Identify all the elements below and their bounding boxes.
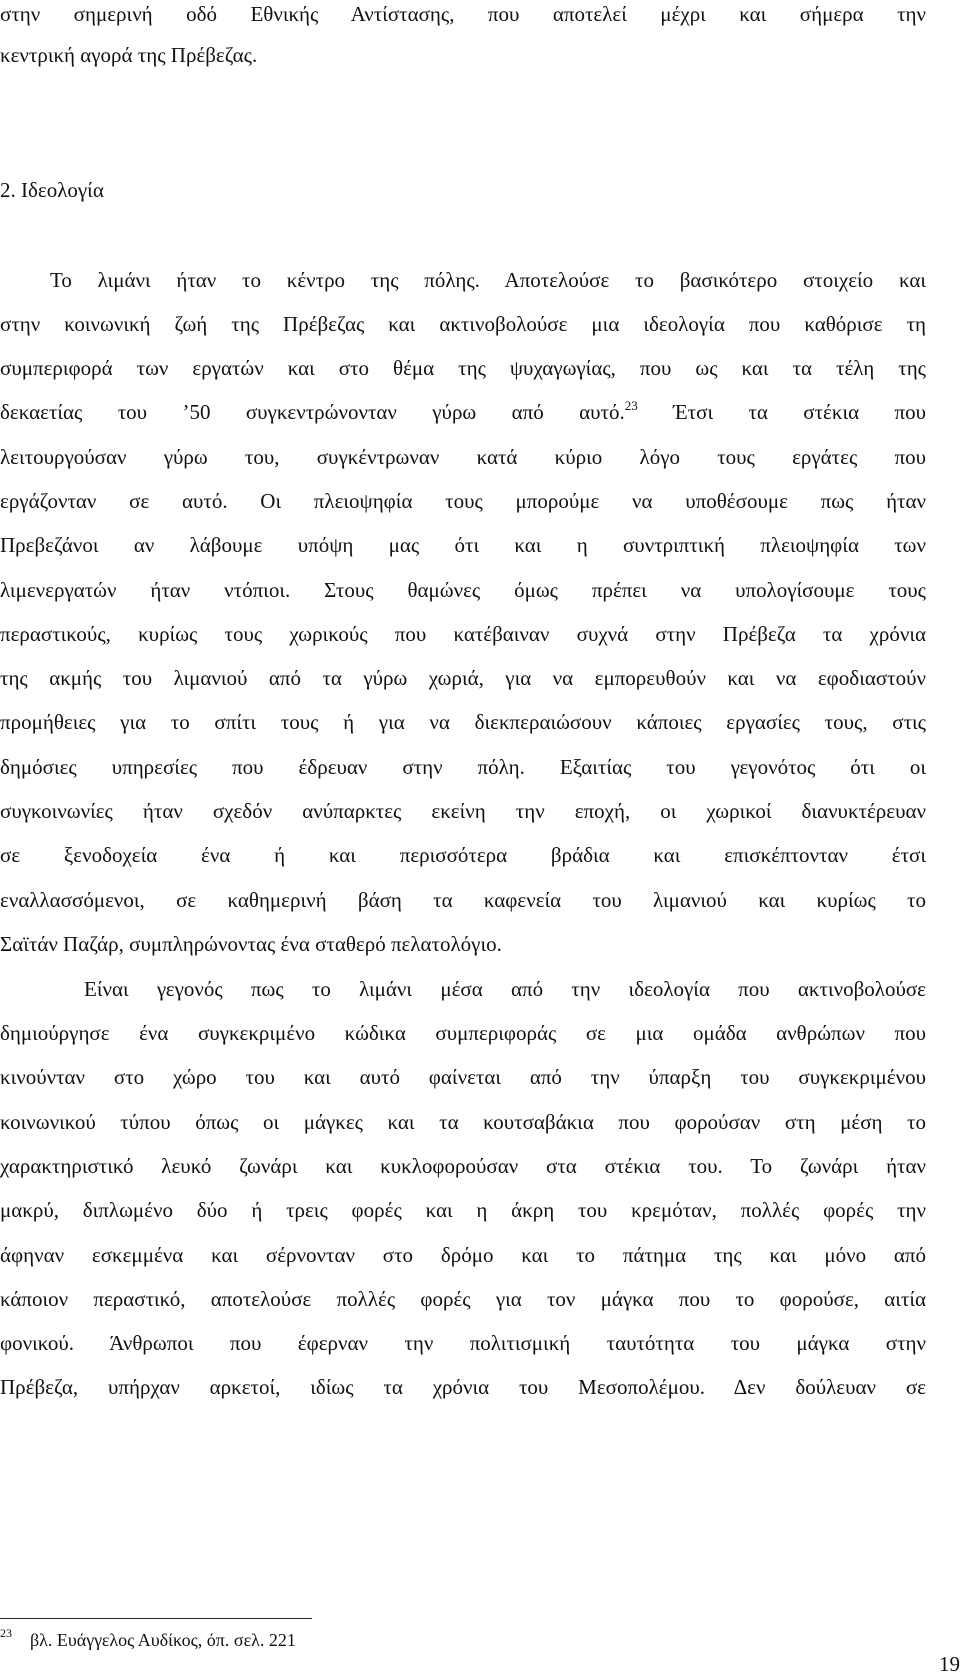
paragraph1-line-10: της ακμής του λιμανιού από τα γύρω χωριά, για να εμπορευθούν και να εφοδιαστούν [0,666,926,690]
paragraph2-line-10: Πρέβεζα, υπήρχαν αρκετοί, ιδίως τα χρόνια του Μεσοπολέμου. Δεν δούλευαν σε [0,1375,926,1399]
page-number: 19 [939,1652,960,1676]
paragraph2-line-9: φονικού. Άνθρωποι που έφερναν την πολιτισμική ταυτότητα του μάγκα στην [0,1331,926,1355]
paragraph1-line-9: περαστικούς, κυρίως τους χωρικούς που κατέβαιναν συχνά στην Πρέβεζα τα χρόνια [0,622,926,646]
paragraph1-line-16: Σαϊτάν Παζάρ, συμπληρώνοντας ένα σταθερό πελατολόγιο. [0,932,502,956]
paragraph2-line-1: Είναι γεγονός πως το λιμάνι μέσα από την ιδεολογία που ακτινοβολούσε [84,977,926,1001]
intro-line-2: κεντρική αγορά της Πρέβεζας. [0,43,258,67]
section-heading: 2. Ιδεολογία [0,178,104,202]
paragraph2-line-6: μακρύ, διπλωμένο δύο ή τρεις φορές και η άκρη του κρεμόταν, πολλές φορές την [0,1198,926,1222]
paragraph1-line-1: Το λιμάνι ήταν το κέντρο της πόλης. Αποτελούσε το βασικότερο στοιχείο και [50,268,926,292]
paragraph1-line-6: εργάζονταν σε αυτό. Οι πλειοψηφία τους μπορούμε να υποθέσουμε πως ήταν [0,489,926,513]
paragraph1-line-11: προμήθειες για το σπίτι τους ή για να διεκπεραιώσουν κάποιες εργασίες τους, στις [0,710,926,734]
paragraph2-line-3: κινούνταν στο χώρο του και αυτό φαίνεται από την ύπαρξη του συγκεκριμένου [0,1065,926,1089]
paragraph1-line-3: συμπεριφορά των εργατών και στο θέμα της ψυχαγωγίας, που ως και τα τέλη της [0,356,926,380]
footnote-separator [0,1618,312,1619]
paragraph1-line-4-text: δεκαετίας του ’50 συγκεντρώνονταν γύρω από αυτό. [0,400,625,424]
paragraph1-line-4 [0,398,926,426]
footnote [0,1628,296,1652]
paragraph2-line-8: κάποιον περαστικό, αποτελούσε πολλές φορές για τον μάγκα που το φορούσε, αιτία [0,1287,926,1311]
paragraph1-line-4-continuation: Έτσι τα στέκια που [673,400,927,424]
paragraph1-line-7: Πρεβεζάνοι αν λάβουμε υπόψη μας ότι και η συντριπτική πλειοψηφία των [0,533,926,557]
paragraph1-line-8: λιμενεργατών ήταν ντόπιοι. Στους θαμώνες όμως πρέπει να υπολογίσουμε τους [0,578,926,602]
paragraph2-line-7: άφηναν εσκεμμένα και σέρνονταν στο δρόμο και το πάτημα της και μόνο από [0,1243,926,1267]
paragraph1-line-12: δημόσιες υπηρεσίες που έδρευαν στην πόλη. Εξαιτίας του γεγονότος ότι οι [0,755,926,779]
paragraph2-line-5: χαρακτηριστικό λευκό ζωνάρι και κυκλοφορούσαν στα στέκια του. Το ζωνάρι ήταν [0,1154,926,1178]
paragraph1-line-15: εναλλασσόμενοι, σε καθημερινή βάση τα καφενεία του λιμανιού και κυρίως το [0,888,926,912]
footnote-number: 23 [0,1626,12,1640]
footnote-reference[interactable]: 23 [624,398,638,413]
footnote-text: βλ. Ευάγγελος Αυδίκος, όπ. σελ. 221 [30,1630,296,1650]
paragraph1-line-14: σε ξενοδοχεία ένα ή και περισσότερα βράδια και επισκέπτονταν έτσι [0,843,926,867]
paragraph1-line-2: στην κοινωνική ζωή της Πρέβεζας και ακτινοβολούσε μια ιδεολογία που καθόρισε τη [0,312,926,336]
paragraph2-line-2: δημιούργησε ένα συγκεκριμένο κώδικα συμπεριφοράς σε μια ομάδα ανθρώπων που [0,1021,926,1045]
intro-line-1: στην σημερινή οδό Εθνικής Αντίστασης, που αποτελεί μέχρι και σήμερα την [0,2,926,26]
paragraph1-line-5: λειτουργούσαν γύρω του, συγκέντρωναν κατά κύριο λόγο τους εργάτες που [0,445,926,469]
paragraph2-line-4: κοινωνικού τύπου όπως οι μάγκες και τα κουτσαβάκια που φορούσαν στη μέση το [0,1110,926,1134]
paragraph1-line-13: συγκοινωνίες ήταν σχεδόν ανύπαρκτες εκείνη την εποχή, οι χωρικοί διανυκτέρευαν [0,799,926,823]
